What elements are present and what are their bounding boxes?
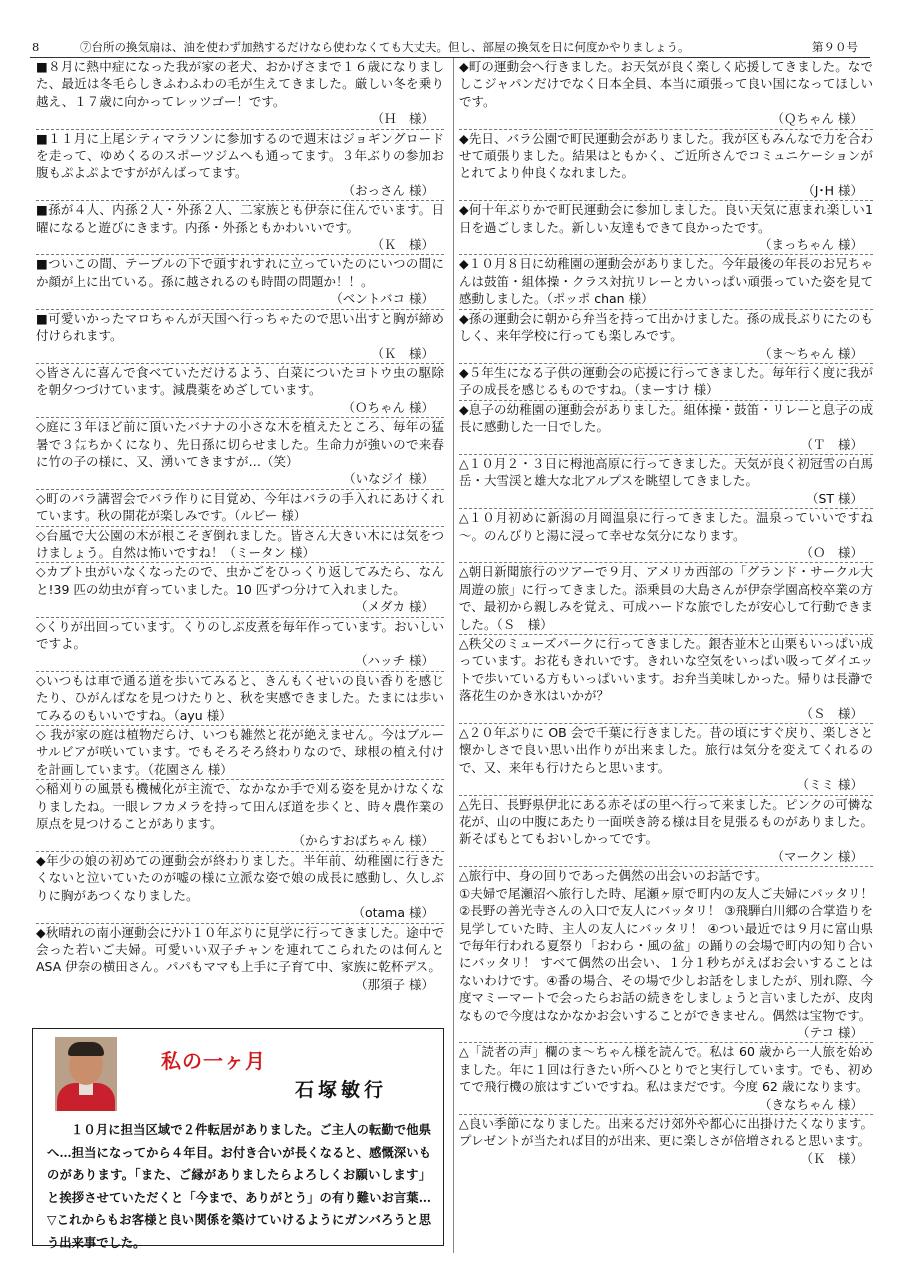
reader-comment	[36, 364, 444, 418]
right-column	[459, 58, 873, 1168]
reader-comment	[459, 1115, 873, 1168]
comment-text: △旅行中、身の回りであった偶然の出会いのお話です。 ①夫婦で尾瀬沼へ旅行した時、尾瀬ヶ原で町内の友人ご夫婦にバッタリ！ ②長野の善光寺さんの入口で友人にバッタリ！ ③飛騨白川郷の合掌造りを見学していた時、主人の友人にバッタリ！ ④つい最近では９月に富山県で毎年行われる夏祭り「おわら・風の盆」の踊りの会場で町内の知り合いにバッタリ！ すべて偶然の出会い、１分１秒ちがえばお会いすることはないわけです。④番の場合、その場で少しお話をしましたが、別れ際、今度マミーマートで会ったらお話の続きをしましょうと言いましたが、皮肉なもので今度はなかなかお会いすることができません。偶然は宝物です。	[459, 868, 873, 1023]
comment-text: ◇町のバラ講習会でバラ作りに目覚め、今年はバラの手入れにあけくれています。秋の開花が楽しみです。（ルビー 様）	[36, 490, 444, 524]
comment-signature: （Ｏちゃん 様）	[342, 399, 434, 415]
comment-signature: （まっちゃん 様）	[759, 237, 863, 253]
comment-signature: （Ｑちゃん 様）	[771, 111, 863, 127]
reader-comment	[459, 796, 873, 868]
comment-text: △１０月２・３日に栂池高原に行ってきました。天気が良く初冠雪の白馬岳・大雪渓と雄大な北アルプスを眺望してきました。	[459, 455, 873, 489]
reader-comment	[459, 724, 873, 796]
comment-text: △１０月初めに新潟の月岡温泉に行ってきました。温泉っていいですね～。のんびりと湯に浸って幸せな気分になります。	[459, 510, 873, 543]
reader-comment	[459, 509, 873, 563]
comment-signature: （Ｏ 様）	[800, 544, 863, 560]
comment-signature: （メダカ 様）	[355, 599, 434, 615]
comment-signature: （ベントバコ 様）	[330, 291, 434, 307]
comment-text: △良い季節になりました。出来るだけ郊外や都心に出掛けたくなります。プレゼントが当たれば目的が出来、更に楽しさが倍増されると思います。	[459, 1115, 873, 1149]
comment-signature: （マークン 様）	[771, 848, 863, 864]
comment-text: ■可愛いかったマロちゃんが天国へ行っちゃたので思い出すと胸が締め付けられます。	[36, 310, 444, 344]
staff-photo	[55, 1037, 117, 1111]
comment-text: ◇ 我が家の庭は植物だらけ、いつも雑然と花が絶えません。今はブルーサルビアが咲いています。でもそろそろ終わりなので、球根の植え付けを計画しています。（花園さん 様）	[36, 727, 444, 777]
comment-text: ◇皆さんに喜んで食べていただけるよう、白菜についたヨトウ虫の駆除を朝夕つづけています。減農薬をめざしています。	[36, 364, 444, 398]
comment-text: ■８月に熱中症になった我が家の老犬、おかげさまで１６歳になりました、最近は冬毛らしきふわふわの毛が生えてきました。厳しい冬を乗り越え、１７歳に向かってレッツゴー！です。	[36, 59, 444, 109]
reader-comment	[36, 130, 444, 202]
reader-comment	[459, 255, 873, 309]
comment-text: ◇台風で大公園の木が根こそぎ倒れました。皆さん大きい木には気をつけましょう。自然は怖いですね！（ミータン 様）	[36, 527, 444, 560]
reader-comment	[36, 563, 444, 617]
comment-text: ◆５年生になる子供の運動会の応援に行ってきました。毎年行く度に我が子の成長を感じるものですね。（まーすけ 様）	[459, 364, 873, 398]
comment-text: ◇いつもは車で通る道を歩いてみると、きんもくせいの良い香りを感じたり、ひがんばなを見つけたりと、秋を実感できました。たまには歩いてみるのもいいですね。（ayu 様）	[36, 672, 444, 723]
reader-comment	[36, 780, 444, 852]
comment-text: ■ついこの間、テーブルの下で頭すれすれに立っていたのにいつの間にか顔が上に出ている。孫に越されるのも時間の問題か！！。	[36, 256, 444, 289]
comment-text: △先日、長野県伊北にある赤そばの里へ行って来ました。ピンクの可憐な花が、山の中腹にあたり一面咲き誇る様は目を見張るものがありました。新そばもとてもおいしかってです。	[459, 796, 873, 847]
reader-comment	[36, 201, 444, 255]
column-divider	[453, 58, 454, 1253]
comment-signature: （ST 様）	[805, 490, 863, 506]
feature-author: 石塚敏行	[295, 1079, 388, 1101]
comment-text: ◆息子の幼稚園の運動会がありました。組体操・鼓笛・リレーと息子の成長に感動した一日でした。	[459, 401, 873, 435]
comment-signature: （ハッチ 様）	[355, 653, 434, 669]
comment-text: △「読者の声」欄のま～ちゃん様を読んで。私は 60 歳から一人旅を始めました。年に１回は行きたい所へひとりでと実行しています。でも、初めてで飛行機の旅はすごいですね。私はまだです。今度 62 歳になります。	[459, 1044, 873, 1095]
reader-comment	[36, 418, 444, 490]
reader-comment	[459, 201, 873, 255]
reader-comment	[459, 58, 873, 130]
comment-text: △秩父のミューズパークに行ってきました。銀杏並木と山栗もいっぱい成っています。お花もきれいです。きれいな空気をいっぱい吸ってダイエットで歩いている方もいっぱいいます。お弁当美味しかった。帰りは長瀞で落花生のかき氷はいかが？	[459, 636, 873, 704]
feature-body: １０月に担当区域で２件転居がありました。ご主人の転勤で他県へ…担当になってから４年目。お付き合いが長くなると、感慨深いものがあります。「また、ご縁がありましたらよろしくお願いします」と挨拶させていただくと「今まで、ありがとう」の有り難いお言葉…▽これからもお客様と良い関係を築けていけるようにガンバろうと思う出来事でした。	[47, 1122, 431, 1250]
comment-signature: （Ｔ 様）	[800, 436, 863, 452]
reader-comment	[36, 726, 444, 780]
reader-comment	[36, 672, 444, 726]
comment-text: ■孫が４人、内孫２人・外孫２人、二家族とも伊奈に住んでいます。日曜になると遊びにきます。内孫・外孫ともかわいいです。	[36, 202, 444, 235]
comment-signature: （Ｋ 様）	[800, 1150, 863, 1166]
comment-text: ◆秋晴れの南小運動会にﾅﾝﾄ１０年ぶりに見学に行ってきました。途中で会った若いご夫婦。可愛いい双子チャンを連れてこられたのは何んと ASA 伊奈の横田さん。パパもママも上手に子育て中、家族に乾杯デス。	[36, 924, 444, 975]
reader-comment	[36, 618, 444, 672]
comment-text: ◆先日、バラ公園で町民運動会がありました。我が区もみんなで力を合わせて頑張りました。結果はともかく、ご近所さんでコミュニケーションがとれてより仲良くなれました。	[459, 130, 873, 181]
reader-comment	[36, 527, 444, 564]
comment-text: ◇庭に３年ほど前に頂いたバナナの小さな木を植えたところ、毎年の猛暑で３㍍ちかくになり、先日孫に切らせました。生命力が強いので来春に竹の子の様に、又、湧いてきますが…（笑）	[36, 419, 444, 469]
reader-comment	[459, 563, 873, 635]
reader-comment	[459, 130, 873, 202]
reader-comment	[36, 255, 444, 309]
comment-text: △２０年ぶりに OB 会で千葉に行きました。昔の頃にすぐ戻り、楽しさと懐かしさで良い思い出作りが出来ました。旅行は気分を変えてくれるので、又、来年も行けたらと思います。	[459, 725, 873, 775]
page-header	[32, 38, 868, 56]
comment-text: ◆何十年ぶりかで町民運動会に参加しました。良い天気に恵まれ楽しい1日を過ごしました。新しい友達もできて良かったです。	[459, 202, 873, 235]
comment-signature: （ミミ 様）	[796, 777, 863, 793]
reader-comment	[459, 635, 873, 724]
comment-signature: （Ｋ 様）	[371, 345, 434, 361]
comment-signature: （那須子 様）	[355, 976, 434, 992]
comment-signature: （いなジイ 様）	[343, 471, 434, 487]
comment-signature: （からすおばちゃん 様）	[292, 833, 434, 849]
comment-signature: （ま～ちゃん 様）	[759, 345, 863, 361]
feature-box	[32, 1028, 444, 1250]
page-number: 8	[32, 40, 40, 54]
reader-comment	[36, 490, 444, 527]
comment-signature: （otama 様）	[352, 905, 434, 921]
reader-comment	[36, 852, 444, 924]
left-column	[36, 58, 444, 994]
comment-signature: （Ｓ 様）	[800, 705, 863, 721]
comment-signature: （Ｈ 様）	[371, 111, 434, 127]
comment-text: ◇くりが出回っています。くりのしぶ皮煮を毎年作っています。おいしいですよ。	[36, 618, 444, 651]
comment-text: ◆町の運動会へ行きました。お天気が良く楽しく応援してきました。なでしこジャパンだけでなく日本全員、本当に頑張って良い国になってほしいです。	[459, 59, 873, 109]
reader-comment	[36, 310, 444, 364]
feature-title: 私の一ヶ月	[161, 1049, 266, 1073]
comment-text: ◇稲刈りの風景も機械化が主流で、なかなか手で刈る姿を見かけなくなりましたね。一眼レフカメラを持って田んぼ道を歩くと、時々農作業の原点を見つけることがあります。	[36, 781, 444, 832]
comment-text: △朝日新聞旅行のツアーで９月、アメリカ西部の「グランド・サークル大周遊の旅」に行ってきました。添乗員の大島さんが伊奈学園高校卒業の方で、最初から親しみを覚え、可成ハードな旅でしたが安心して行動できました。（Ｓ 様）	[459, 564, 873, 632]
comment-signature: （Ｋ 様）	[371, 237, 434, 253]
comment-signature: （おっさん 様）	[342, 182, 434, 198]
reader-comment	[36, 924, 444, 995]
comment-text: ◇カブト虫がいなくなったので、虫かごをひっくり返してみたら、なんと!39 匹の幼虫が育っていました。10 匹ずつ分けて入れました。	[36, 564, 444, 597]
issue-number: 第９０号	[812, 40, 858, 54]
reader-comment	[36, 58, 444, 130]
comment-text: ◆年少の娘の初めての運動会が終わりました。半年前、幼稚園に行きたくないと泣いていたのが嘘の様に立派な姿で娘の成長に感動し、久しぶりに胸があつくなりました。	[36, 852, 444, 903]
comment-signature: （テコ 様）	[797, 1024, 863, 1040]
comment-signature: （J･H 様）	[802, 182, 863, 198]
header-tip: ⑦台所の換気扇は、油を使わず加熱するだけなら使わなくても大丈夫。但し、部屋の換気を日に何度かやりましょう。	[80, 40, 690, 54]
reader-comment	[459, 1043, 873, 1115]
reader-comment	[459, 455, 873, 509]
reader-comment	[459, 867, 873, 1043]
reader-comment	[459, 364, 873, 401]
comment-text: ■１１月に上尾シティマラソンに参加するので週末はジョギングロードを走って、ゆめくるのスポーツジムへも通ってます。３年ぶりの参加お腹もぷよぷよですががんばってます。	[36, 130, 444, 181]
comment-signature: （きなちゃん 様）	[759, 1096, 863, 1112]
reader-comment	[459, 401, 873, 455]
comment-text: ◆１０月８日に幼稚園の運動会がありました。今年最後の年長のお兄ちゃんは鼓笛・組体操・クラス対抗リレーとカいっぱい頑張っていた姿を見て感動しました。（ポッポ chan 様）	[459, 256, 873, 307]
reader-comment	[459, 310, 873, 364]
comment-text: ◆孫の運動会に朝から弁当を持って出かけました。孫の成長ぶりにたのもしく、来年学校に行っても楽しみです。	[459, 310, 873, 344]
